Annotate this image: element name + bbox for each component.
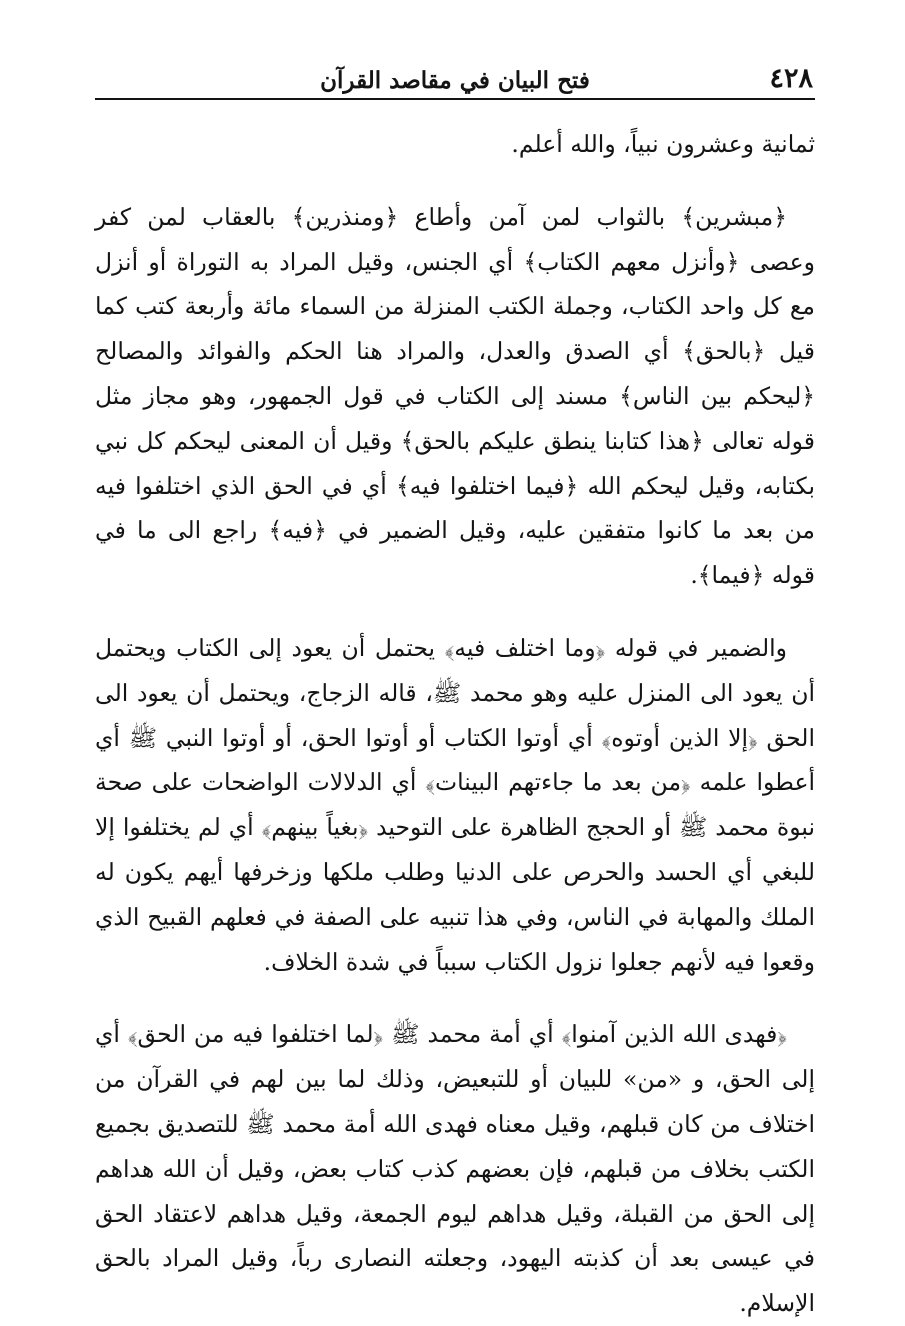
running-header — [95, 58, 815, 100]
page-body — [95, 100, 815, 1326]
paragraph-continuation: ثمانية وعشرون نبياً، والله أعلم. — [511, 130, 815, 158]
paragraph: ﴿مبشرين﴾ بالثواب لمن آمن وأطاع ﴿ومنذرين﴾ بالعقاب لمن كفر وعصى ﴿وأنزل معهم الكتاب﴾ أي الجنس، وقيل المراد به التوراة أو أنزل مع كل واحد الكتاب، وجملة الكتب المنزلة من السماء مائة وأربعة كتب كما قيل ﴿بالحق﴾ أي الصدق والعدل، والمراد هنا الحكم والفوائد والمصالح ﴿ليحكم بين الناس﴾ مسند إلى الكتاب في قول الجمهور، وهو مجاز مثل قوله تعالى ﴿هذا كتابنا ينطق عليكم بالحق﴾ وقيل أن المعنى ليحكم كل نبي بكتابه، وقيل ليحكم الله ﴿فيما اختلفوا فيه﴾ أي في الحق الذي اختلفوا فيه من بعد ما كانوا متفقين عليه، وقيل الضمير في ﴿فيه﴾ راجع الى ما في قوله ﴿فيما﴾. — [95, 202, 815, 590]
book-title: فتح البيان في مقاصد القرآن — [320, 67, 590, 94]
paragraph: ﴿فهدى الله الذين آمنوا﴾ أي أمة محمد ﷺ ﴿لما اختلفوا فيه من الحق﴾ أي إلى الحق، و «من» للبيان أو للتبعيض، وذلك لما بين لهم في القرآن من اختلاف من كان قبلهم، وقيل معناه فهدى الله أمة محمد ﷺ للتصديق بجميع الكتب بخلاف من قبلهم، فإن بعضهم كذب كتاب بعض، وقيل أن الله هداهم إلى الحق من القبلة، وقيل هداهم ليوم الجمعة، وقيل هداهم لاعتقاد الحق في عيسى بعد أن كذبته اليهود، وجعلته النصارى رباً، وقيل المراد بالحق الإسلام. — [95, 1020, 815, 1318]
page-number: ٤٢٨ — [769, 63, 813, 94]
paragraph: والضمير في قوله ﴿وما اختلف فيه﴾ يحتمل أن يعود إلى الكتاب ويحتمل أن يعود الى المنزل عليه وهو محمد ﷺ، قاله الزجاج، ويحتمل أن يعود الى الحق ﴿إلا الذين أوتوه﴾ أي أوتوا الكتاب أو أوتوا الحق، أو أوتوا النبي ﷺ أي أعطوا علمه ﴿من بعد ما جاءتهم البينات﴾ أي الدلالات الواضحات على صحة نبوة محمد ﷺ أو الحجج الظاهرة على التوحيد ﴿بغياً بينهم﴾ أي لم يختلفوا إلا للبغي أي الحسد والحرص على الدنيا وطلب ملكها وزخرفها أيهم يكون له الملك والمهابة في الناس، وفي هذا تنبيه على الصفة في فعلهم القبيح الذي وقعوا فيه لأنهم جعلوا نزول الكتاب سبباً في شدة الخلاف. — [95, 633, 815, 976]
book-page — [95, 58, 815, 1318]
